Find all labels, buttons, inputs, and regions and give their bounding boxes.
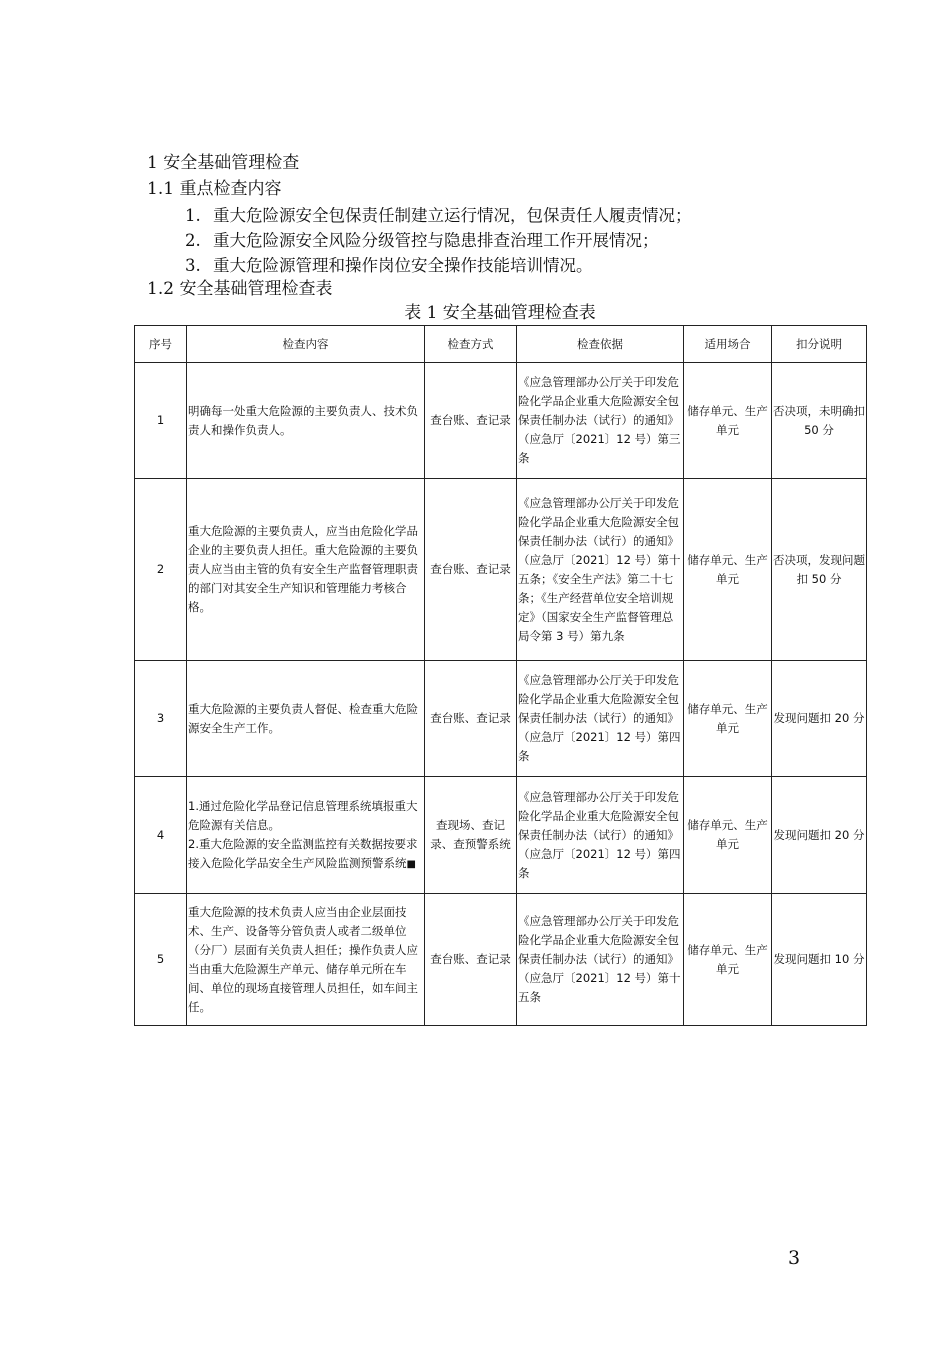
row-method: 查现场、查记录、查预警系统 (425, 777, 517, 894)
inspection-table (134, 325, 867, 1026)
row-number: 5 (135, 894, 187, 1026)
page-number: 3 (788, 1247, 801, 1269)
table-row (135, 479, 867, 661)
row-content: 重大危险源的主要负责人督促、检查重大危险源安全生产工作。 (187, 661, 425, 777)
header-score: 扣分说明 (772, 326, 867, 363)
row-number: 3 (135, 661, 187, 777)
table-header-row (135, 326, 867, 363)
row-score: 否决项，发现问题扣 50 分 (772, 479, 867, 661)
row-scope: 储存单元、生产单元 (684, 894, 772, 1026)
row-method: 查台账、查记录 (425, 479, 517, 661)
row-content: 重大危险源的技术负责人应当由企业层面技术、生产、设备等分管负责人或者二级单位（分厂）层面有关负责人担任；操作负责人应当由重大危险源生产单元、储存单元所在车间、单位的现场直接管理人员担任，如车间主任。 (187, 894, 425, 1026)
header-content: 检查内容 (187, 326, 425, 363)
key-item-text: 重大危险源安全包保责任制建立运行情况，包保责任人履责情况； (213, 206, 692, 225)
table-row (135, 363, 867, 479)
row-content (187, 777, 425, 894)
row-basis: 《应急管理部办公厅关于印发危险化学品企业重大危险源安全包保责任制办法（试行）的通知》（应急厅〔2021〕12 号）第三条 (517, 363, 684, 479)
section-heading-1-1: 1.1 重点检查内容 (147, 179, 282, 199)
header-basis: 检查依据 (517, 326, 684, 363)
key-item-number: 2. (185, 231, 201, 250)
row-content: 明确每一处重大危险源的主要负责人、技术负责人和操作负责人。 (187, 363, 425, 479)
section-heading-1-2: 1.2 安全基础管理检查表 (147, 279, 333, 299)
row-number: 2 (135, 479, 187, 661)
key-item-2 (185, 228, 659, 254)
table-caption: 表 1 安全基础管理检查表 (404, 303, 596, 323)
table-row (135, 894, 867, 1026)
row-content-line-1: 1.通过危险化学品登记信息管理系统填报重大危险源有关信息。 (188, 798, 418, 832)
row-method: 查台账、查记录 (425, 363, 517, 479)
header-scope: 适用场合 (684, 326, 772, 363)
row-basis: 《应急管理部办公厅关于印发危险化学品企业重大危险源安全包保责任制办法（试行）的通知》（应急厅〔2021〕12 号）第十五条 (517, 894, 684, 1026)
row-number: 1 (135, 363, 187, 479)
row-score: 发现问题扣 20 分 (772, 661, 867, 777)
row-score: 发现问题扣 20 分 (772, 777, 867, 894)
row-scope: 储存单元、生产单元 (684, 363, 772, 479)
key-item-number: 3. (185, 256, 201, 275)
header-method: 检查方式 (425, 326, 517, 363)
key-item-1 (185, 203, 692, 229)
row-method: 查台账、查记录 (425, 894, 517, 1026)
table-row (135, 777, 867, 894)
row-scope: 储存单元、生产单元 (684, 777, 772, 894)
row-number: 4 (135, 777, 187, 894)
key-item-text: 重大危险源管理和操作岗位安全操作技能培训情况。 (213, 256, 593, 275)
row-content-line-2-text: 2.重大危险源的安全监测监控有关数据按要求接入危险化学品安全生产风险监测预警系统 (188, 836, 418, 870)
row-scope: 储存单元、生产单元 (684, 661, 772, 777)
row-scope: 储存单元、生产单元 (684, 479, 772, 661)
row-basis: 《应急管理部办公厅关于印发危险化学品企业重大危险源安全包保责任制办法（试行）的通知》（应急厅〔2021〕12 号）第十五条；《安全生产法》第二十七条；《生产经营单位安全培训规定》（国家安全生产监督管理总局令第 3 号）第九条 (517, 479, 684, 661)
row-method: 查台账、查记录 (425, 661, 517, 777)
row-score: 发现问题扣 10 分 (772, 894, 867, 1026)
row-basis: 《应急管理部办公厅关于印发危险化学品企业重大危险源安全包保责任制办法（试行）的通知》（应急厅〔2021〕12 号）第四条 (517, 661, 684, 777)
row-content: 重大危险源的主要负责人，应当由危险化学品企业的主要负责人担任。重大危险源的主要负责人应当由主管的负有安全生产监督管理职责的部门对其安全生产知识和管理能力考核合格。 (187, 479, 425, 661)
row-score: 否决项，未明确扣 50 分 (772, 363, 867, 479)
key-item-text: 重大危险源安全风险分级管控与隐患排查治理工作开展情况； (213, 231, 659, 250)
square-mark-icon: ■ (406, 858, 416, 870)
header-number: 序号 (135, 326, 187, 363)
table-row (135, 661, 867, 777)
row-basis: 《应急管理部办公厅关于印发危险化学品企业重大危险源安全包保责任制办法（试行）的通知》（应急厅〔2021〕12 号）第四条 (517, 777, 684, 894)
section-heading-1: 1 安全基础管理检查 (147, 153, 300, 173)
key-item-number: 1. (185, 206, 201, 225)
row-content-line-2 (188, 835, 423, 874)
